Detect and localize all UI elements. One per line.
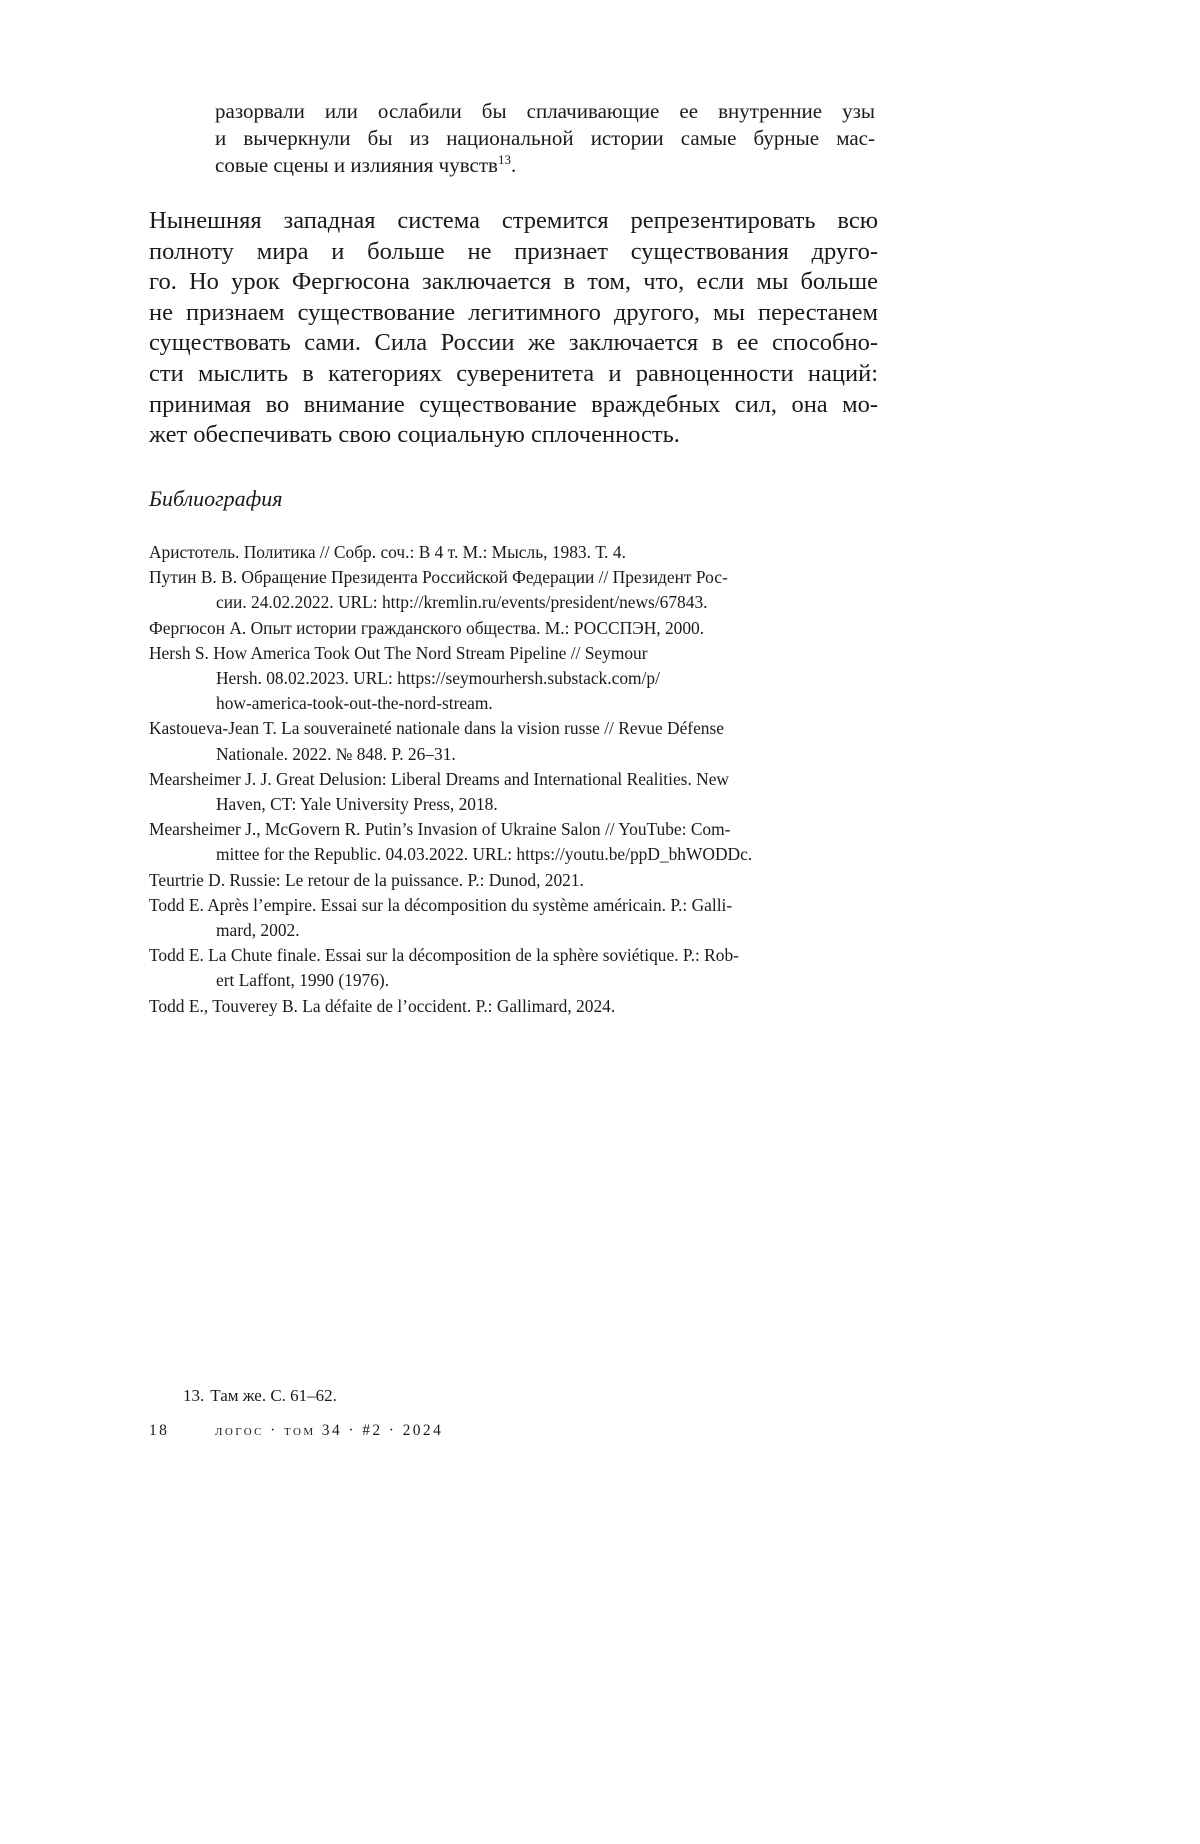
bibliography-entry xyxy=(149,868,879,893)
entry-line: Аристотель. Политика // Собр. соч.: В 4 т. М.: Мысль, 1983. Т. 4. xyxy=(149,542,626,562)
bibliography-entry xyxy=(149,767,879,817)
paragraph-line: существовать сами. Сила России же заключается в ее способно- xyxy=(149,329,878,357)
paragraph-line: не признаем существование легитимного другого, мы перестанем xyxy=(149,298,878,326)
journal-info: логос · том 34 · #2 · 2024 xyxy=(215,1422,444,1439)
entry-line: Mearsheimer J. J. Great Delusion: Liberal Dreams and International Realities. New xyxy=(149,768,729,789)
body-paragraph xyxy=(149,206,878,451)
entry-line: how-america-took-out-the-nord-stream. xyxy=(216,693,493,714)
bibliography-entry xyxy=(149,893,879,943)
quote-line-text: совые сцены и излияния чувств xyxy=(215,153,498,177)
entry-line: Nationale. 2022. № 848. P. 26–31. xyxy=(216,743,456,764)
page-number: 18 xyxy=(149,1422,170,1439)
bibliography-list xyxy=(149,540,879,1019)
footnote-reference[interactable]: 13 xyxy=(497,152,511,167)
entry-line: ert Laffont, 1990 (1976). xyxy=(216,970,390,991)
bibliography-entry xyxy=(149,616,879,641)
bibliography-entry xyxy=(149,943,879,993)
footnote xyxy=(183,1385,337,1407)
entry-line: Hersh. 08.02.2023. URL: https://seymourhersh.substack.com/p/ xyxy=(216,668,660,689)
paragraph-line: жет обеспечивать свою социальную сплоченность. xyxy=(149,421,680,449)
bibliography-entry xyxy=(149,565,879,615)
entry-line: Hersh S. How America Took Out The Nord Stream Pipeline // Seymour xyxy=(149,642,648,663)
footnote-number: 13. xyxy=(183,1386,205,1405)
entry-line: mard, 2002. xyxy=(216,920,300,941)
bibliography-heading: Библиография xyxy=(149,486,283,511)
entry-line: Путин В. В. Обращение Президента Российской Федерации // Президент Рос- xyxy=(149,567,728,588)
entry-line: Kastoueva-Jean T. La souveraineté nationale dans la vision russe // Revue Défense xyxy=(149,718,724,739)
paragraph-line: принимая во внимание существование враждебных сил, она мо- xyxy=(149,390,878,418)
paragraph-line: сти мыслить в категориях суверенитета и равноценности наций: xyxy=(149,359,878,387)
entry-line: Teurtrie D. Russie: Le retour de la puissance. P.: Dunod, 2021. xyxy=(149,869,584,890)
bibliography-entry xyxy=(149,716,879,766)
quote-line: разорвали или ослабили бы сплачивающие ее внутренние узы xyxy=(215,99,875,123)
block-quote xyxy=(215,98,875,179)
paragraph-line: полноту мира и больше не признает существования друго- xyxy=(149,237,878,265)
footnote-text: Там же. С. 61–62. xyxy=(210,1386,337,1405)
entry-line: Mearsheimer J., McGovern R. Putin’s Invasion of Ukraine Salon // YouTube: Com- xyxy=(149,819,731,840)
entry-line: Фергюсон А. Опыт истории гражданского общества. М.: РОССПЭН, 2000. xyxy=(149,617,705,638)
quote-line: и вычеркнули бы из национальной истории самые бурные мас- xyxy=(215,126,875,150)
paragraph-line: Нынешняя западная система стремится репрезентировать всю xyxy=(149,207,878,234)
running-footer xyxy=(149,1422,443,1440)
entry-line: mittee for the Republic. 04.03.2022. URL: https://youtu.be/ppD_bhWODDc. xyxy=(216,844,753,865)
quote-end-punctuation: . xyxy=(510,153,517,177)
entry-line: Todd E., Touverey B. La défaite de l’occident. P.: Gallimard, 2024. xyxy=(149,995,616,1016)
paragraph-line: го. Но урок Фергюсона заключается в том, что, если мы больше xyxy=(149,268,878,296)
entry-line: Haven, CT: Yale University Press, 2018. xyxy=(216,794,498,815)
quote-line xyxy=(215,152,875,179)
bibliography-entry xyxy=(149,641,879,717)
bibliography-entry xyxy=(149,540,879,565)
entry-line: Todd E. Après l’empire. Essai sur la décomposition du système américain. P.: Galli- xyxy=(149,894,733,915)
entry-line: сии. 24.02.2022. URL: http://kremlin.ru/events/president/news/67843. xyxy=(216,592,708,613)
entry-line: Todd E. La Chute finale. Essai sur la décomposition de la sphère soviétique. P.: Rob- xyxy=(149,945,739,966)
bibliography-entry xyxy=(149,994,879,1019)
bibliography-entry xyxy=(149,817,879,867)
